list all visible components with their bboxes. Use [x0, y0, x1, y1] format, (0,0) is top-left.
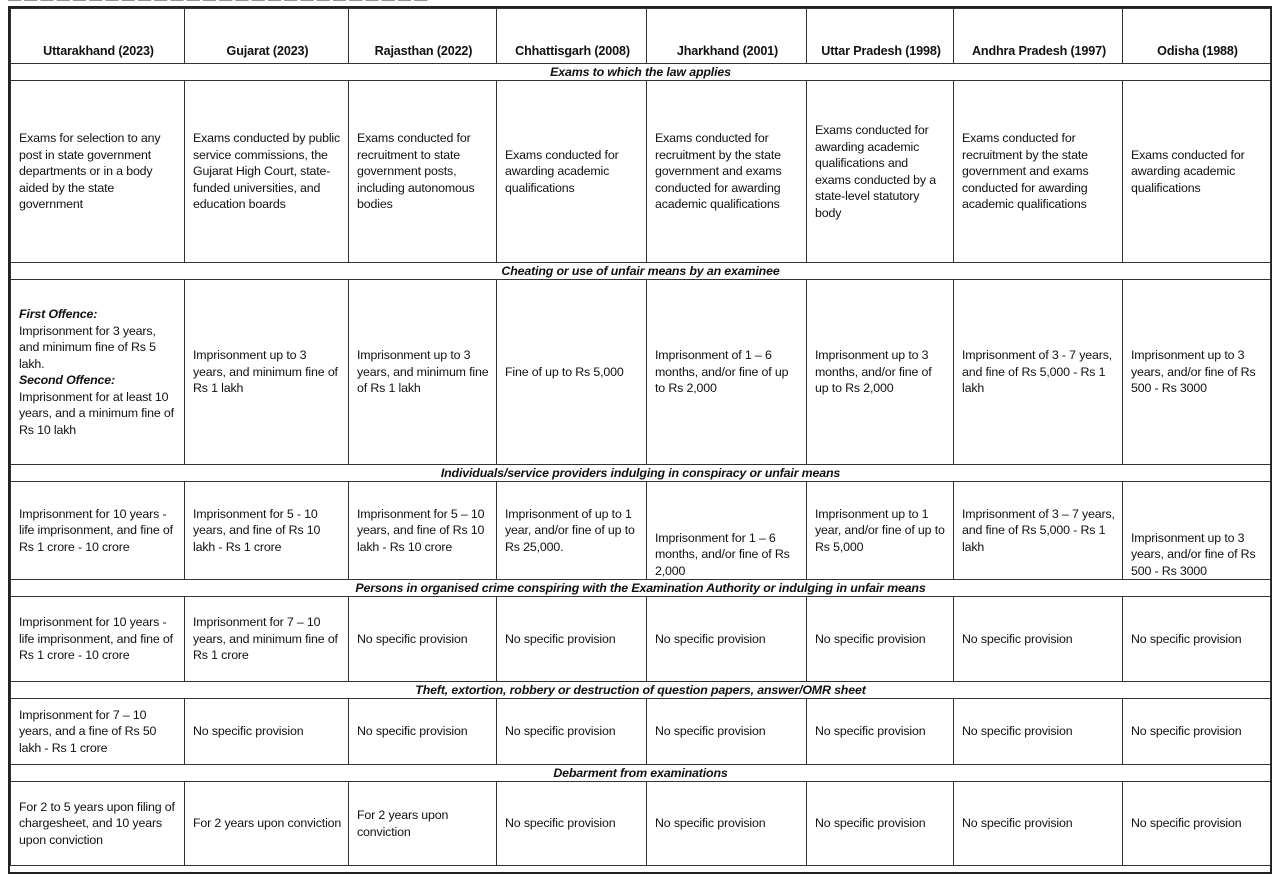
table-cell: Exams conducted for recruitment to state government posts, including autonomous bodies — [349, 81, 497, 263]
table-cell: Fine of up to Rs 5,000 — [497, 280, 647, 465]
table-cell: Imprisonment for 5 – 10 years, and fine of Rs 10 lakh - Rs 10 crore — [349, 482, 497, 580]
table-cell: Imprisonment for 1 – 6 months, and/or fine of Rs 2,000 — [647, 482, 807, 580]
table-cell: No specific provision — [954, 699, 1123, 765]
table-cell: Imprisonment up to 3 years, and/or fine of Rs 500 - Rs 3000 — [1123, 482, 1271, 580]
table-cell: No specific provision — [497, 699, 647, 765]
table-cell: For 2 years upon conviction — [185, 782, 349, 866]
table-cell: No specific provision — [954, 782, 1123, 866]
first-offence-text: Imprisonment for 3 years, and minimum fine of Rs 5 lakh. — [19, 323, 156, 371]
table-cell: Imprisonment up to 3 months, and/or fine of up to Rs 2,000 — [807, 280, 954, 465]
table-cell: Exams conducted for recruitment by the state government and exams conducted for awarding academic qualifications — [954, 81, 1123, 263]
table-cell: Imprisonment for 7 – 10 years, and a fine of Rs 50 lakh - Rs 1 crore — [11, 699, 185, 765]
column-header: Chhattisgarh (2008) — [497, 9, 647, 64]
table-cell: Imprisonment of 1 – 6 months, and/or fine of up to Rs 2,000 — [647, 280, 807, 465]
table-row — [11, 597, 1271, 682]
table-row — [11, 81, 1271, 263]
column-header: Andhra Pradesh (1997) — [954, 9, 1123, 64]
section-heading-row — [11, 682, 1271, 699]
first-offence-label: First Offence: — [19, 307, 98, 321]
second-offence-label: Second Offence: — [19, 373, 115, 387]
section-title: Persons in organised crime conspiring with the Examination Authority or indulging in unfair means — [11, 580, 1271, 597]
table-cell: No specific provision — [497, 597, 647, 682]
table-cell: No specific provision — [497, 782, 647, 866]
table-cell: Imprisonment for 5 - 10 years, and fine of Rs 10 lakh - Rs 1 crore — [185, 482, 349, 580]
table-cell: Imprisonment for 10 years - life imprisonment, and fine of Rs 1 crore - 10 crore — [11, 482, 185, 580]
section-title: Individuals/service providers indulging in conspiracy or unfair means — [11, 465, 1271, 482]
table-cell: Imprisonment up to 3 years, and minimum fine of Rs 1 lakh — [349, 280, 497, 465]
section-heading-row — [11, 765, 1271, 782]
table-cell: Imprisonment of 3 – 7 years, and fine of Rs 5,000 - Rs 1 lakh — [954, 482, 1123, 580]
table-cell: For 2 to 5 years upon filing of chargesheet, and 10 years upon conviction — [11, 782, 185, 866]
table-row — [11, 482, 1271, 580]
table-cell: No specific provision — [647, 597, 807, 682]
second-offence-text: Imprisonment for at least 10 years, and a minimum fine of Rs 10 lakh — [19, 389, 174, 437]
section-title: Theft, extortion, robbery or destruction of question papers, answer/OMR sheet — [11, 682, 1271, 699]
table-row — [11, 280, 1271, 465]
table-cell: No specific provision — [185, 699, 349, 765]
table-cell: Exams conducted for awarding academic qualifications — [1123, 81, 1271, 263]
section-title: Cheating or use of unfair means by an examinee — [11, 263, 1271, 280]
column-header: Uttarakhand (2023) — [11, 9, 185, 64]
column-header: Odisha (1988) — [1123, 9, 1271, 64]
section-title: Debarment from examinations — [11, 765, 1271, 782]
table-cell: No specific provision — [647, 782, 807, 866]
table-cell: No specific provision — [349, 597, 497, 682]
table-cell: No specific provision — [647, 699, 807, 765]
table-cell: For 2 years upon conviction — [349, 782, 497, 866]
table-cell: No specific provision — [954, 597, 1123, 682]
table-cell: No specific provision — [1123, 782, 1271, 866]
table-cell: No specific provision — [807, 597, 954, 682]
table-cell: No specific provision — [807, 699, 954, 765]
state-exam-laws-table — [10, 8, 1271, 866]
header-row — [11, 9, 1271, 64]
column-header: Jharkhand (2001) — [647, 9, 807, 64]
table-cell: Imprisonment up to 3 years, and minimum fine of Rs 1 lakh — [185, 280, 349, 465]
table-cell: Imprisonment of up to 1 year, and/or fine of up to Rs 25,000. — [497, 482, 647, 580]
table-cell: Imprisonment up to 1 year, and/or fine of up to Rs 5,000 — [807, 482, 954, 580]
table-cell — [11, 280, 185, 465]
table-cell: Exams conducted for awarding academic qualifications — [497, 81, 647, 263]
table-cell: No specific provision — [807, 782, 954, 866]
section-heading-row — [11, 465, 1271, 482]
section-heading-row — [11, 580, 1271, 597]
table-cell: Exams conducted by public service commissions, the Gujarat High Court, state-funded universities, and education boards — [185, 81, 349, 263]
table-row — [11, 782, 1271, 866]
table-row — [11, 699, 1271, 765]
section-heading-row — [11, 263, 1271, 280]
section-heading-row — [11, 64, 1271, 81]
table-cell: No specific provision — [1123, 597, 1271, 682]
table-cell: Imprisonment for 7 – 10 years, and minimum fine of Rs 1 crore — [185, 597, 349, 682]
column-header: Uttar Pradesh (1998) — [807, 9, 954, 64]
table-cell: No specific provision — [349, 699, 497, 765]
table-cell: Imprisonment for 10 years - life imprisonment, and fine of Rs 1 crore - 10 crore — [11, 597, 185, 682]
table-cell: Imprisonment up to 3 years, and/or fine of Rs 500 - Rs 3000 — [1123, 280, 1271, 465]
table-cell: Exams conducted for recruitment by the state government and exams conducted for awarding academic qualifications — [647, 81, 807, 263]
table-cell: Exams for selection to any post in state government departments or in a body aided by the state government — [11, 81, 185, 263]
section-title: Exams to which the law applies — [11, 64, 1271, 81]
table-cell: No specific provision — [1123, 699, 1271, 765]
table-cell: Exams conducted for awarding academic qualifications and exams conducted by a state-level statutory body — [807, 81, 954, 263]
table-cell: Imprisonment of 3 - 7 years, and fine of Rs 5,000 - Rs 1 lakh — [954, 280, 1123, 465]
column-header: Rajasthan (2022) — [349, 9, 497, 64]
column-header: Gujarat (2023) — [185, 9, 349, 64]
